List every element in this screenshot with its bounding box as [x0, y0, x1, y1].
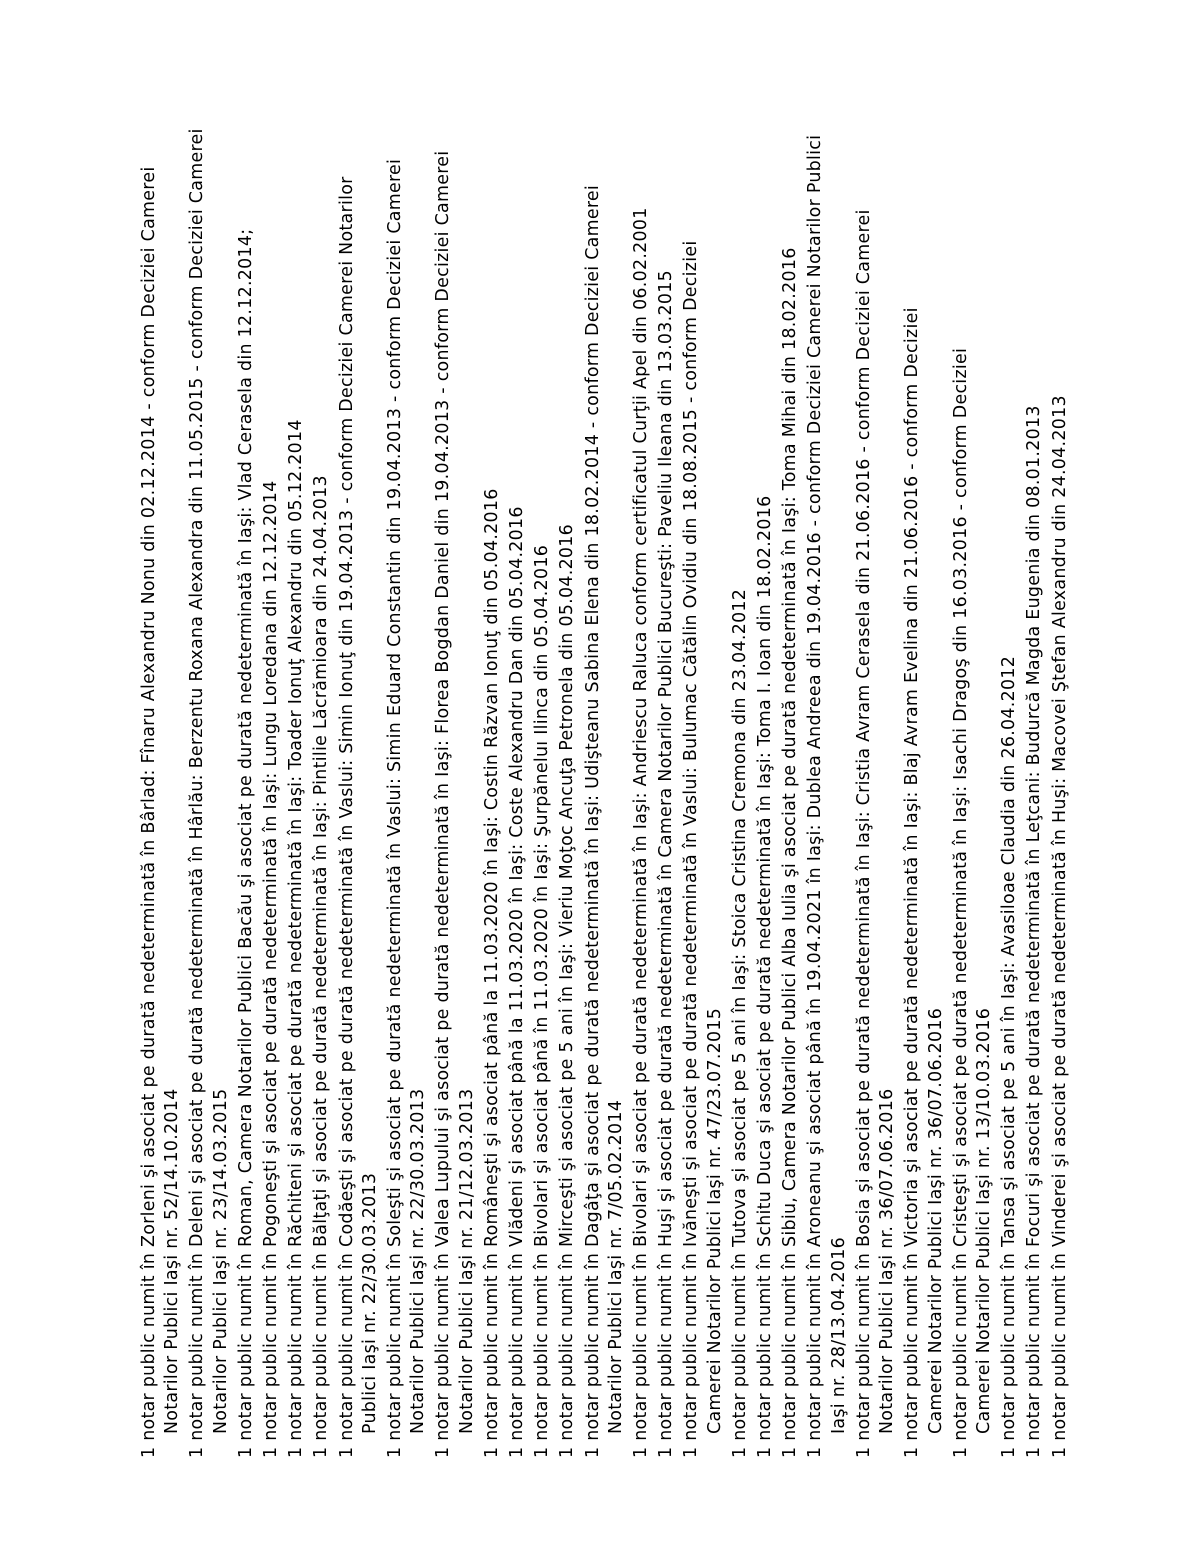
entry-text: 1 notar public numit în Codăeşti şi asociat pe durată nedeterminată în Vaslui: Simin Ionuţ din 19.04.2013 - conform Deciziei Camerei Notarilor: [336, 176, 357, 1458]
notary-entry: [506, 58, 529, 1458]
entry-text: 1 notar public numit în Bivolari şi asociat până în 11.03.2020 în Iaşi: Şurpăneluı Ilinca din 05.04.2016: [532, 544, 553, 1458]
entry-continuation: Camerei Notarilor Publici Iaşi nr. 13/10.03.2016: [973, 1007, 994, 1434]
notary-entry: [384, 58, 430, 1458]
notary-entry: [680, 58, 726, 1458]
notary-entry: [1023, 58, 1046, 1458]
notary-entry: [853, 58, 899, 1458]
entry-text: 1 notar public numit în Dagâţa şi asociat pe durată nedeterminată în Iaşi: Udişteanu Sabina Elena din 18.02.2014 - conform Deciziei Camerei: [582, 184, 603, 1458]
entry-continuation: Notarilor Publici Iaşi nr. 36/07.06.2016: [877, 1088, 898, 1434]
notary-entry: [531, 58, 554, 1458]
entry-text: 1 notar public numit în Victoria şi asociat pe durată nedeterminată în Iaşi: Blaj Avram Evelina din 21.06.2016 - conform Deciziei: [902, 307, 923, 1458]
entry-continuation: Publici Iaşi nr. 22/30.03.2013: [359, 1172, 380, 1434]
notary-entry: [481, 58, 504, 1458]
notary-entry: [260, 58, 283, 1458]
entry-text: 1 notar public numit în Deleni şi asociat pe durată nedeterminată în Hârlău: Berzentu Roxana Alexandra din 11.05.2015 - conform Deciziei Camerei: [187, 128, 208, 1458]
entry-text: 1 notar public numit în Mirceşti şi asociat pe 5 ani în Iaşi: Vieriu Moţoc Ancuţa Petronela din 05.04.2016: [557, 523, 578, 1458]
notary-entry: [186, 58, 232, 1458]
entry-text: 1 notar public numit în Vinderei şi asociat pe durată nedeterminată în Huşi: Macovei Ştefan Alexandru din 24.04.2013: [1049, 395, 1070, 1458]
rotated-notary-list: [138, 58, 1074, 1458]
entry-continuation: Notarilor Publici Iaşi nr. 22/30.03.2013: [408, 1088, 429, 1434]
entry-text: 1 notar public numit în Bălţaţi şi asociat pe durată nedeterminată în Iaşi: Pintilie Lăcrămioara din 24.04.2013: [311, 475, 332, 1458]
entry-continuation: Camerei Notarilor Publici Iaşi nr. 36/07.06.2016: [925, 1007, 946, 1434]
notary-entry: [729, 58, 752, 1458]
notary-entry: [1049, 58, 1072, 1458]
entry-text: 1 notar public numit în Răchiteni şi asociat pe durată nedeterminată în Iaşi: Toader Ionuţ Alexandru din 05.12.2014: [286, 419, 307, 1458]
entry-text: 1 notar public numit în Pogoneşti şi asociat pe durată nedeterminată în Iaşi: Lungu Loredana din 12.12.2014: [261, 480, 282, 1458]
entry-text: 1 notar public numit în Soleşti şi asociat pe durată nedeterminată în Vaslui: Simin Eduard Constantin din 19.04.2013 - conform Deciziei Camerei: [385, 158, 406, 1458]
notary-entry: [556, 58, 579, 1458]
notary-entry: [310, 58, 333, 1458]
entry-text: 1 notar public numit în Schitu Duca şi asociat pe durată nedeterminată în Iaşi: Toma I. Ioan din 18.02.2016: [755, 495, 776, 1458]
entry-text: 1 notar public numit în Ivăneşti şi asociat pe durată nedeterminată în Vaslui: Bulumac Cătălin Ovidiu din 18.08.2015 - conform Deciziei: [681, 240, 702, 1458]
entry-text: 1 notar public numit în Focuri şi asociat pe durată nedeterminată în Leţcani: Budurcă Magda Eugenia din 08.01.2013: [1024, 405, 1045, 1458]
entry-text: 1 notar public numit în Bosia şi asociat pe durată nedeterminată în Iaşi: Cristia Avram Cerasela din 21.06.2016 - conform Deciziei Camerei: [853, 209, 874, 1458]
notary-entry: [779, 58, 802, 1458]
entry-text: 1 notar public numit în Huşi şi asociat pe durată nedeterminată în Camera Notarilor Publici Bucureşti: Paveliu Ileana din 13.03.2015: [656, 270, 677, 1458]
entry-text: 1 notar public numit în Zorleni şi asociat pe durată nedeterminată în Bârlad: Fînaru Alexandru Nonu din 02.12.2014 - conform Deciziei Camerei: [139, 166, 159, 1458]
entry-text: 1 notar public numit în Bivolari şi asociat pe durată nedeterminată în Iaşi: Andriescu Raluca conform certificatul Curţii Apel din 06.02.2001: [631, 207, 652, 1458]
notary-entry: [336, 58, 382, 1458]
entry-continuation: Notarilor Publici Iaşi nr. 7/05.02.2014: [605, 1099, 626, 1434]
entry-text: 1 notar public numit în Tutova şi asociat pe 5 ani în Iaşi: Stoica Cristina Cremona din 23.04.2012: [729, 588, 750, 1458]
notary-entry: [655, 58, 678, 1458]
notary-entry: [998, 58, 1021, 1458]
entry-text: 1 notar public numit în Româneşti şi asociat până la 11.03.2020 în Iaşi: Costin Răzvan Ionuţ din 05.04.2016: [481, 488, 502, 1458]
notary-entry: [285, 58, 308, 1458]
entry-text: 1 notar public numit în Sibiu, Camera Notarilor Publici Alba Iulia şi asociat pe durată nedeterminată în Iaşi: Toma Mihai din 18.02.2016: [780, 247, 801, 1458]
notary-entry: [754, 58, 777, 1458]
entry-text: 1 notar public numit în Tansa şi asociat pe 5 ani în Iaşi: Avasiloae Claudia din 26.04.2012: [999, 655, 1020, 1458]
notary-entry: [235, 58, 258, 1458]
notary-entry: [432, 58, 478, 1458]
notary-entry: [804, 58, 850, 1458]
notary-entry: [138, 58, 184, 1458]
entry-continuation: Iaşi nr. 28/13.04.2016: [828, 1237, 849, 1434]
notary-entry: [630, 58, 653, 1458]
entry-continuation: Notarilor Publici Iaşi nr. 21/12.03.2013: [456, 1088, 477, 1434]
notary-entry: [582, 58, 628, 1458]
entry-text: 1 notar public numit în Cristeşti şi asociat pe durată nedeterminată în Iaşi: Isachi Dragoş din 16.03.2016 - conform Deciziei: [950, 347, 971, 1458]
entry-continuation: Notarilor Publici Iaşi nr. 23/14.03.2015: [210, 1088, 231, 1434]
entry-text: 1 notar public numit în Aroneanu şi asociat până în 19.04.2021 în Iaşi: Dublea Andreea din 19.04.2016 - conform Deciziei Camerei Notarilor Publici: [805, 134, 826, 1458]
notary-entry: [901, 58, 947, 1458]
entry-continuation: Notarilor Publici Iaşi nr. 52/14.10.2014: [162, 1088, 183, 1434]
entry-text: 1 notar public numit în Vlădeni şi asociat până la 11.03.2020 în Iaşi: Coste Alexandru Dan din 05.04.2016: [507, 506, 528, 1458]
entry-text: 1 notar public numit în Valea Lupului şi asociat pe durată nedeterminată în Iaşi: Florea Bogdan Daniel din 19.04.2013 - conform Deciziei Camerei: [433, 150, 454, 1458]
notary-entry: [950, 58, 996, 1458]
entry-continuation: Camerei Notarilor Publici Iaşi nr. 47/23.07.2015: [704, 1007, 725, 1434]
entry-text: 1 notar public numit în Roman, Camera Notarilor Publici Bacău şi asociat pe durată nedeterminată în Iaşi: Vlad Cerasela din 12.12.2014;: [235, 228, 256, 1458]
